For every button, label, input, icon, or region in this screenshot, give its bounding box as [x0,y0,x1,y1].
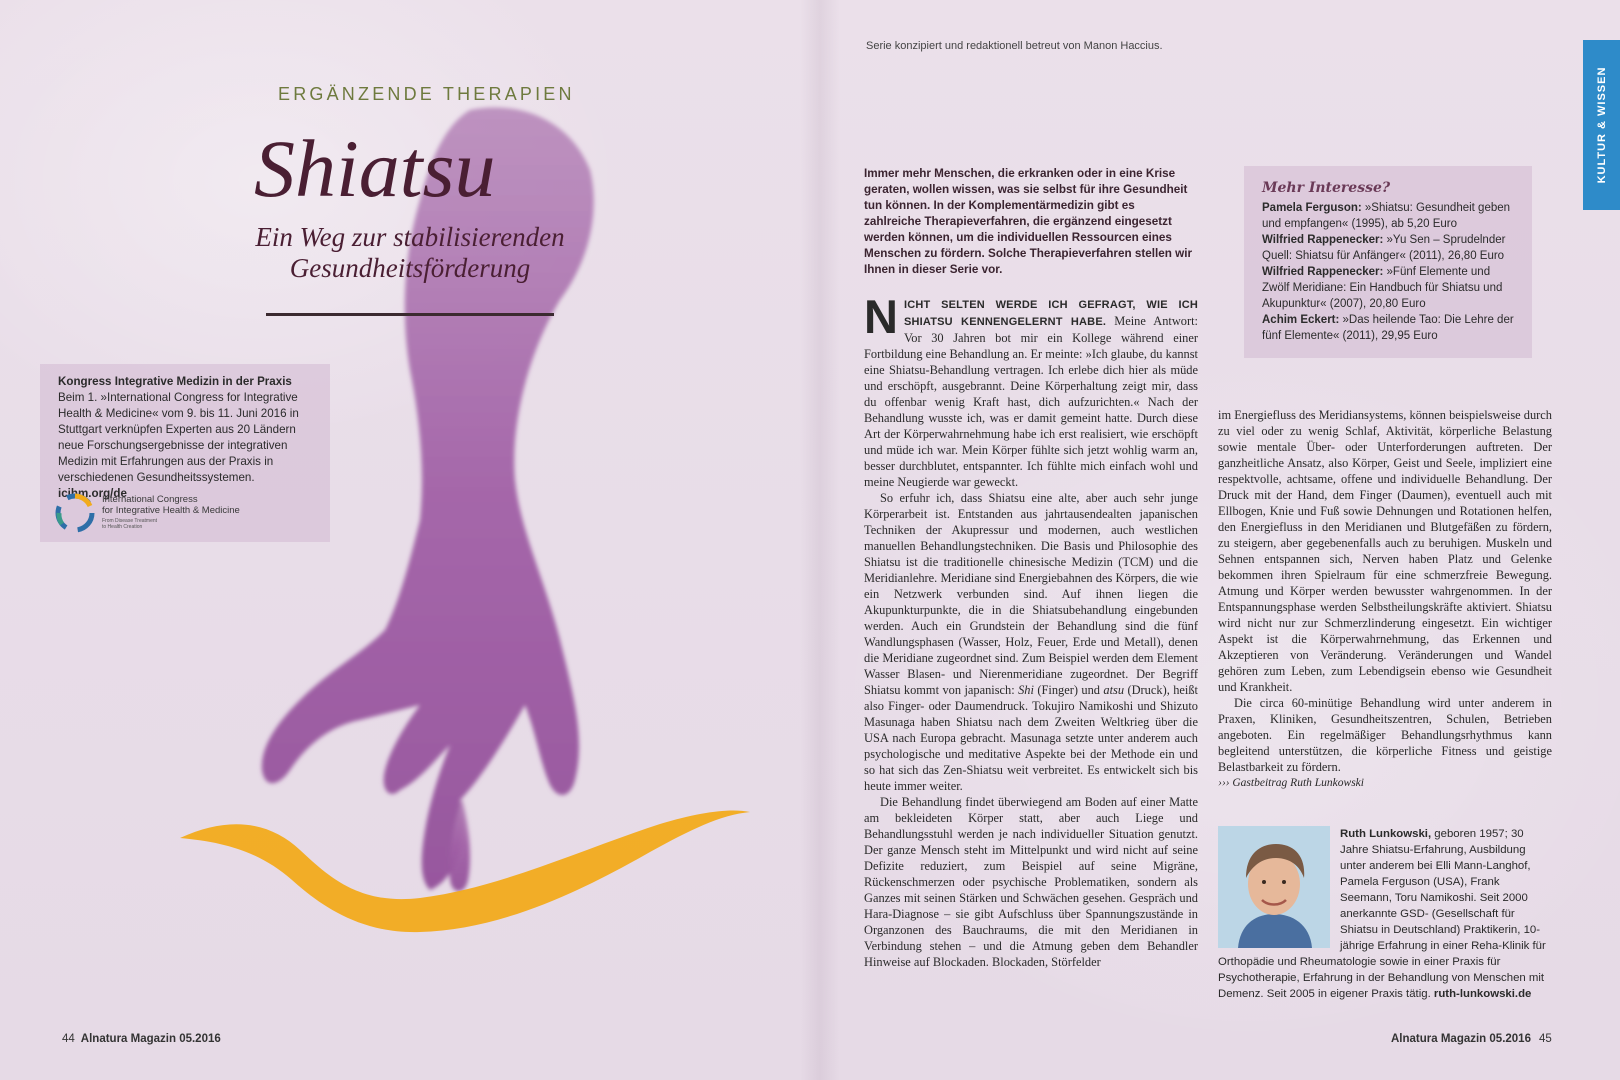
series-credit: Serie konzipiert und redaktionell betreut von Manon Haccius. [866,40,1163,52]
article-paragraph: NICHT SELTEN WERDE ICH GEFRAGT, WIE ICH SHIATSU KENNENGELERNT HABE. Meine Antwort: Vor 30 Jahren bot mir ein Kollege während einer Fortbildung eine Behandlung an. Er meinte: »Ich glaube, du kannst eine Shiatsu-Behandlung vertragen. Ich erlebe dich hier als müde und erschöpft, ausgebrannt. Deine Körperhaltung zeigt mir, dass du offenbar wenig Kraft hast, dich aufzurichten.« Nach der Behandlung wusste ich, was er damit gemeint hatte. Durch diese Art der Körperwahrnehmung habe ich erst realisiert, wie erschöpft und müde ich war. Mein Körper fühlte sich jetzt wohlig warm an, besser durchblutet, entspannter. Ich fühlte mich einfach wohl und meine Neugierde war geweckt. [864,290,1198,489]
author-name: Ruth Lunkowski, [1340,828,1432,840]
article-column-1 [864,290,1198,970]
congress-box-text: Beim 1. »International Congress for Integrative Health & Medicine« vom 9. bis 11. Juni 2016 in Stuttgart verknüpfen Experten aus 20 Ländern neue Forschungsergebnisse der integrativen Medizin mit Erfahrungen aus der Praxis in verschiedenen Gesundheitssystemen. [58,391,299,484]
congress-info-box [40,364,330,542]
author-link[interactable]: ruth-lunkowski.de [1433,988,1532,1000]
left-page-number: 44 [62,1033,75,1045]
drop-cap: N [864,290,898,343]
subtitle-line-1: Ein Weg zur stabilisierenden [255,222,565,252]
icihm-logo-text: International Congress for Integrative Health & Medicine [102,494,240,516]
author-signature: ››› Gastbeitrag Ruth Lunkowski [1218,777,1364,789]
more-interest-heading: Mehr Interesse? [1262,180,1391,196]
article-column-2 [1218,407,1552,791]
book-item: Wilfried Rappenecker: »Fünf Elemente und Zwölf Meridiane: Ein Handbuch für Shiatsu und Akupunktur« (2007), 20,80 Euro [1262,266,1503,310]
page-subtitle [215,222,605,284]
book-item: Achim Eckert: »Das heilende Tao: Die Lehre der fünf Elemente« (2011), 29,95 Euro [1262,314,1514,342]
author-bio [1218,826,1552,1006]
article-paragraph: Die circa 60-minütige Behandlung wird unter anderem in Praxen, Kliniken, Gesundheitszentren, Schulen, Betrieben angeboten. Ein regelmäßiger Behandlungsrhythmus kann begleitend unterstützen, die körperliche Fitness und geistige Belastbarkeit zu fördern. [1218,696,1552,774]
article-paragraph: Die Behandlung findet überwiegend am Boden auf einer Matte am bekleideten Körper statt, aber auch Liege und Behandlungsstuhl werden je nach individueller Situation genutzt. Der ganze Mensch steht im Mittelpunkt und wird nicht auf seine Defizite reduziert, zum Beispiel auf seine Migräne, Rückenschmerzen oder psychische Problematiken, sondern als Ganzes mit seinen Stärken und Schwächen gesehen. Gespräch und Hara-Diagnose – sie gibt Aufschluss über Spannungszustände in Organzonen des Bauchraums, die mit den Meridianen in Verbindung stehen – und die Atmung geben dem Behandler Hinweise auf Blockaden. Blockaden, Störfelder [864,795,1198,969]
article-paragraph: im Energiefluss des Meridiansystems, können beispielsweise durch zu viel oder zu wenig Schlaf, Aktivität, körperliche Belastung sowie mentale Über- oder Unterforderungen auftreten. Der ganzheitliche Ansatz, also Körper, Geist und Seele, impliziert eine respektvolle, achtsame, offene und individuelle Behandlung. Der Druck mit der Hand, dem Finger (Daumen), eventuell auch mit Ellbogen, Knie und Fuß sowie Dehnungen und Rotationen helfen, den Energiefluss in den Meridianen und Blutgefäßen zu fördern, zu steigern, aber gegebenenfalls auch zu beruhigen. Muskeln und Sehnen entspannen sich, Nerven haben Platz und Gelenke bekommen ihren Spielraum für eine schmerzfreie Bewegung. Atmung und Körper werden bewusster wahrgenommen. In der Entspannungsphase werden Selbstheilungskräfte aktiviert. Shiatsu wird nicht nur zur Schmerzlinderung eingesetzt. Ein wichtiger Aspekt ist die Körperwahrnehmung, das Erkennen und Akzeptieren von Veränderung. Veränderungen und Wandel gehören zum Leben, zum Lebendigsein ebenso wie Gesundheit und Krankheit. [1218,408,1552,694]
article-paragraph: So erfuhr ich, dass Shiatsu eine alte, aber auch sehr junge Körperarbeit ist. Entstanden aus jahrtausendealten japanischen Techniken der Akupressur und modernen, auch westlichen manuellen Behandlungstechniken. Die Basis und Philosophie des Shiatsu ist die traditionelle chinesische Medizin (TCM) und die Meridianlehre. Meridiane sind Energiebahnen des Körpers, die wie ein Netzwerk verbunden sind. Auf ihnen liegen die Akupunkturpunkte, die in die Shiatsubehandlung eingebunden werden. Auch ein Grundstein der Behandlung sind die fünf Wandlungsphasen (Wasser, Holz, Feuer, Erde und Metall), denen die Meridiane zugeordnet sind. Zum Beispiel werden dem Element Wasser Blasen- und Nierenmeridiane zugeordnet. Der Begriff Shiatsu kommt von japanisch: Shi (Finger) und atsu (Druck), heißt also Finger- oder Daumendruck. Tokujiro Namikoshi und Shizuto Masunaga haben Shiatsu nach dem Zweiten Weltkrieg über die USA nach Europa gebracht. Masunaga setzte unter anderem auch psychologische und meditative Aspekte bei der Methode ein und so hat sich das Zen-Shiatsu weit verbreitet. Es entwickelt sich bis heute immer weiter. [864,491,1198,793]
congress-box-heading: Kongress Integrative Medizin in der Praxis [58,375,292,388]
author-bio-text: Ruth Lunkowski, geboren 1957; 30 Jahre Shiatsu-Erfahrung, Ausbildung unter anderem bei Elli Mann-Langhof, Pamela Ferguson (USA), Frank Seemann, Toru Namikoshi. Seit 2000 anerkannte GSD- (Gesellschaft für Shiatsu in Deutschland) Praktikerin, 10-jährige Erfahrung in einer Reha-Klinik für Orthopädie und Rheumatologie sowie in einer Praxis für Psychotherapie, Erfahrung in der Behandlung von Menschen mit Demenz. Seit 2005 in eigener Praxis tätig. ruth-lunkowski.de [1218,828,1546,1000]
book-item: Pamela Ferguson: »Shiatsu: Gesundheit geben und empfangen« (1995), ab 5,20 Euro [1262,202,1511,230]
icihm-logo [54,492,314,536]
right-page-footer [1391,1033,1552,1045]
icihm-logo-icon [54,492,96,534]
congress-link[interactable]: icihm.org/de [58,487,127,500]
subtitle-line-2: Gesundheitsförderung [289,253,531,283]
intro-paragraph: Immer mehr Menschen, die erkranken oder in eine Krise geraten, wollen wissen, was sie selbst für ihre Gesundheit tun können. In der Komplementärmedizin gibt es zahlreiche Therapieverfahren, die ergänzend eingesetzt werden können, um die individuellen Ressourcen eines Menschen zu fördern. Solche Therapieverfahren stellen wir Ihnen in dieser Serie vor. [864,167,1192,276]
more-interest-box [1244,166,1532,358]
left-footer-magazine: Alnatura Magazin 05.2016 [80,1033,221,1045]
left-page-footer [62,1033,221,1045]
icihm-logo-tagline: From Disease Treatment to Health Creation [102,518,158,530]
title-divider [266,313,554,316]
section-tab [1583,40,1620,210]
section-tab-label: KULTUR & WISSEN [1595,66,1608,184]
right-page-number: 45 [1538,1033,1552,1045]
page-title: Shiatsu [254,123,496,214]
lead-in-caps: ICHT SELTEN WERDE ICH GEFRAGT, WIE ICH SHIATSU KENNENGELERNT HABE. [903,299,1198,328]
book-item: Wilfried Rappenecker: »Yu Sen – Sprudelnder Quell: Shiatsu für Anfänger« (2011), 26,80 Euro [1262,234,1506,262]
right-footer-magazine: Alnatura Magazin 05.2016 [1391,1033,1531,1045]
section-kicker: ERGÄNZENDE THERAPIEN [278,84,575,104]
congress-box-body [58,390,314,502]
